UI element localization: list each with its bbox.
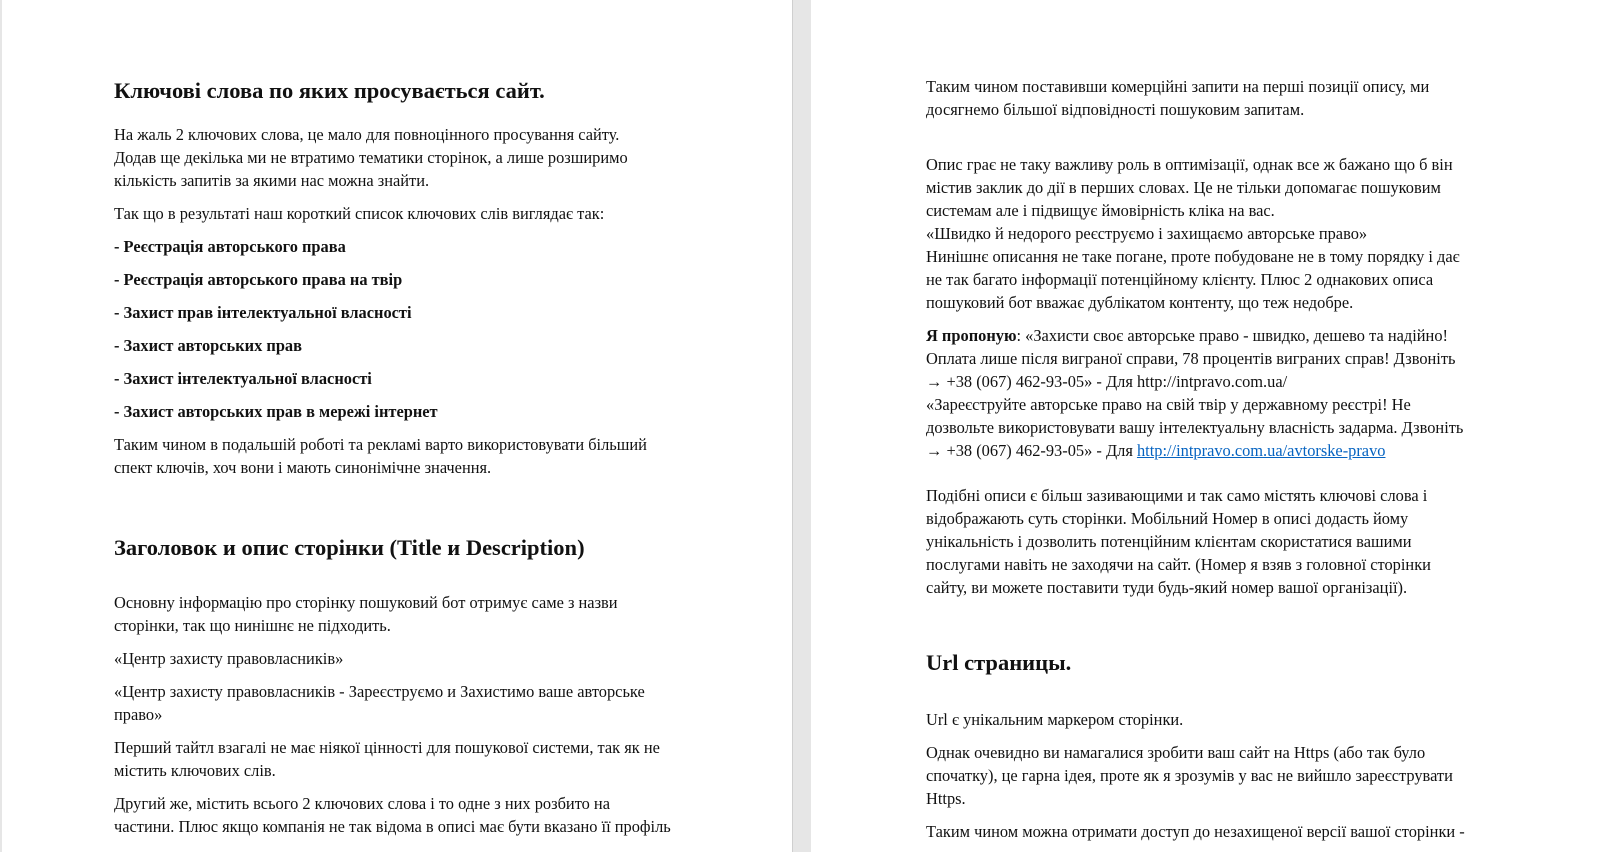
text-line: Опис грає не таку важливу роль в оптимізації, однак все ж бажано що б він: [926, 155, 1453, 174]
paragraph-list-intro: Так що в результаті наш короткий список ключових слів виглядає так:: [114, 204, 605, 223]
text-line: Однак очевидно ви намагалися зробити ваш сайт на Https (або так було: [926, 743, 1426, 762]
text-line: пошуковий бот вважає дублікатом контенту, що теж недобре.: [926, 293, 1354, 312]
text-line: «Центр захисту правовласників - Зареєструємо и Захистимо ваше авторське: [114, 682, 645, 701]
page-left-content: [114, 76, 754, 838]
quote-current-title: «Центр захисту правовласників»: [114, 649, 344, 668]
keyword-item: - Захист інтелектуальної власності: [114, 369, 372, 388]
paragraph-url-marker: Url є унікальним маркером сторінки.: [926, 710, 1184, 729]
heading-keywords: Ключові слова по яких просувається сайт.: [114, 78, 545, 103]
paragraph-first-title: [114, 736, 754, 782]
paragraph-similar-descriptions: [926, 484, 1560, 599]
text-line: кількість запитів за якими нас можна знайти.: [114, 171, 430, 190]
proposal-label: Я пропоную: [926, 326, 1017, 345]
text-line: містив заклик до дії в перших словах. Це не тільки допомагає пошуковим: [926, 178, 1441, 197]
text-line: Перший тайтл взагалі не має ніякої цінності для пошукової системи, так як не: [114, 738, 660, 757]
text-line: частини. Плюс якщо компанія не так відома в описі має бути вказано її профіль: [114, 817, 671, 836]
text-line: «Зареєструйте авторське право на свій твір у державному реєстрі! Не: [926, 395, 1411, 414]
text-line: досягнемо більшої відповідності пошуковим запитам.: [926, 100, 1305, 119]
text-line: послугами навіть не заходячи на сайт. (Номер я взяв з головної сторінки: [926, 555, 1431, 574]
text-line: спочатку), це гарна ідея, проте як я зрозумів у вас не вийшло зареєструвати: [926, 766, 1453, 785]
text-line: Основну інформацію про сторінку пошуковий бот отримує саме з назви: [114, 593, 618, 612]
keyword-item: - Реєстрація авторського права: [114, 237, 346, 256]
paragraph-proposal: [926, 324, 1560, 462]
keyword-item: - Захист авторських прав: [114, 336, 302, 355]
heading-title-description: Заголовок и опис сторінки (Title и Description): [114, 535, 585, 560]
paragraph-commercial-queries: [926, 75, 1560, 121]
paragraph-keywords-conclusion: [114, 433, 754, 479]
text-line: Https.: [926, 789, 966, 808]
text-line: На жаль 2 ключових слова, це мало для повноцінного просування сайту.: [114, 125, 620, 144]
keyword-item: - Захист авторських прав в мережі інтернет: [114, 402, 438, 421]
text-line: відображають суть сторінки. Мобільний Номер в описі додасть йому: [926, 509, 1409, 528]
text-line: сторінки, так що нинішнє не підходить.: [114, 616, 391, 635]
quote-proposed-title: [114, 680, 754, 726]
text-line: Таким чином поставивши комерційні запити на перші позиції опису, ми: [926, 77, 1430, 96]
document-page-right[interactable]: [811, 0, 1600, 852]
text-line: → +38 (067) 462-93-05» - Для http://intpravo.com.ua/: [926, 372, 1288, 391]
text-line: право»: [114, 705, 163, 724]
text-line: Таким чином в подальшій роботі та рекламі варто використовувати більший: [114, 435, 647, 454]
text-line: Нинішнє описання не таке погане, проте побудоване не в тому порядку і дає: [926, 247, 1460, 266]
text-line: : «Захисти своє авторське право - швидко, дешево та надійно!: [1016, 326, 1448, 345]
keyword-item: - Захист прав інтелектуальної власності: [114, 303, 412, 322]
text-line: системам але і підвищує ймовірність кліка на вас.: [926, 201, 1275, 220]
page-right-content: [926, 75, 1560, 843]
paragraph-keywords-intro: [114, 123, 754, 192]
paragraph-description-role: [926, 153, 1560, 314]
text-line: Оплата лише після виграної справи, 78 процентів виграних справ! Дзвоніть: [926, 349, 1456, 368]
text-line: дозвольте використовувати вашу інтелектуальну власність задарма. Дзвоніть: [926, 418, 1464, 437]
document-page-left[interactable]: [2, 0, 793, 852]
text-line: містить ключових слів.: [114, 761, 276, 780]
text-line: Додав ще декілька ми не втратимо тематики сторінок, а лише розширимо: [114, 148, 628, 167]
paragraph-second-title: [114, 792, 754, 838]
text-line: Другий же, містить всього 2 ключових слова і то одне з них розбито на: [114, 794, 610, 813]
paragraph-https: [926, 741, 1560, 810]
text-line: → +38 (067) 462-93-05» - Для: [926, 441, 1137, 460]
text-line: «Швидко й недорого реєструємо і захищаємо авторське право»: [926, 224, 1368, 243]
heading-url: Url страницы.: [926, 650, 1072, 675]
avtorske-pravo-link[interactable]: http://intpravo.com.ua/avtorske-pravo: [1136, 441, 1386, 460]
paragraph-title-info: [114, 591, 754, 637]
text-line: унікальність і дозволить потенційним клієнтам скористатися вашими: [926, 532, 1412, 551]
text-line: Подібні описи є більш зазивающими и так само містять ключові слова і: [926, 486, 1428, 505]
text-line: сайту, ви можете поставити туди будь-який номер вашої організації).: [926, 578, 1408, 597]
paragraph-unsecured-access: Таким чином можна отримати доступ до незахищеної версії вашої сторінки -: [926, 822, 1465, 841]
keyword-item: - Реєстрація авторського права на твір: [114, 270, 403, 289]
text-line: спект ключів, хоч вони і мають синонімічне значення.: [114, 458, 492, 477]
text-line: не так багато інформації потенційному клієнту. Плюс 2 однакових описа: [926, 270, 1434, 289]
